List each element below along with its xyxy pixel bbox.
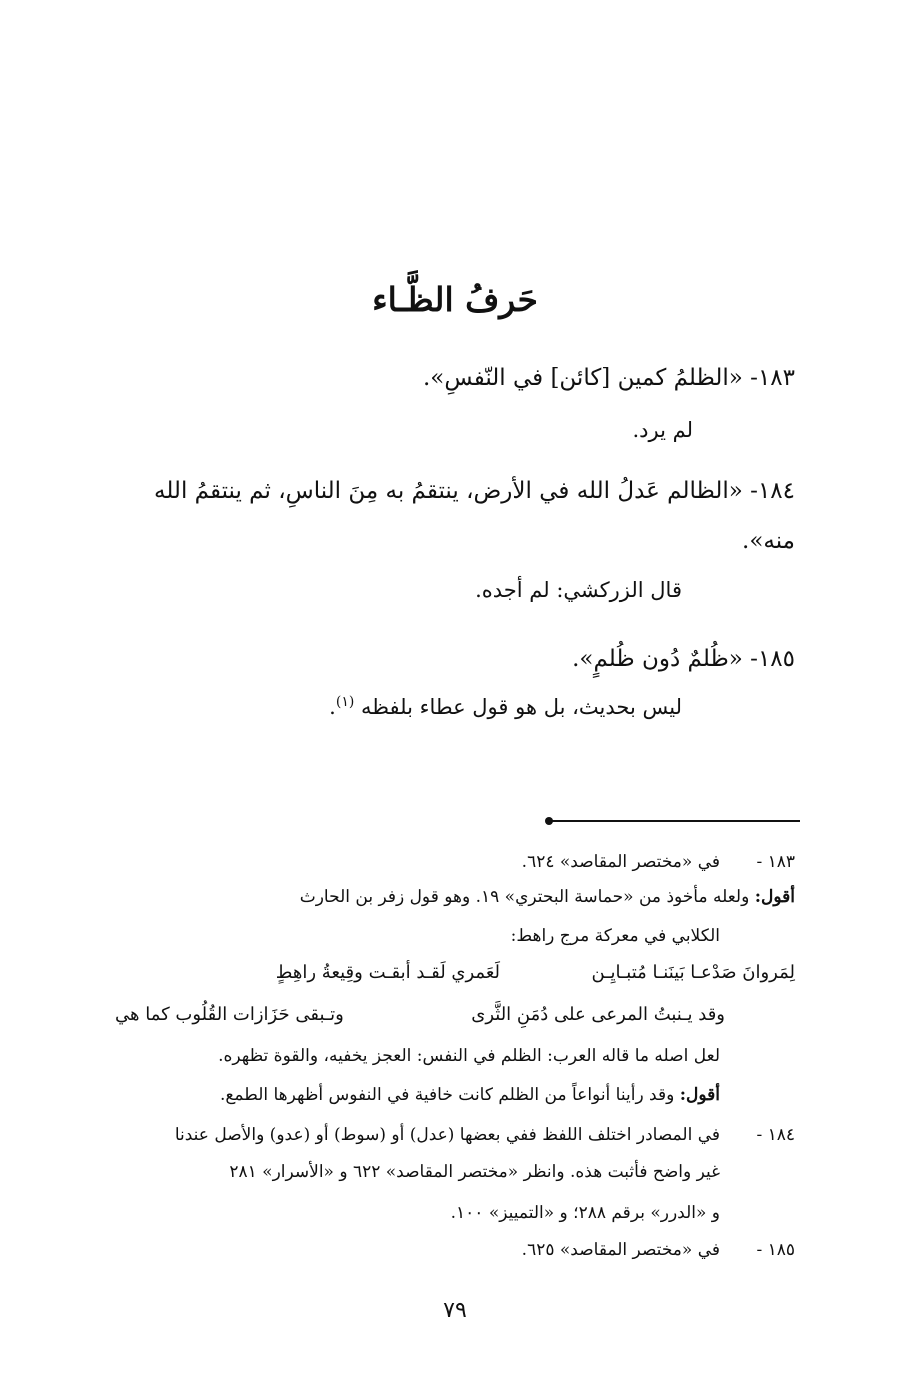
footnote-183-number: ١٨٣ - [756,852,795,872]
footnote-183-line: في «مختصر المقاصد» ٦٢٤. [521,852,720,872]
footnote-184-line: في المصادر اختلف اللفظ ففي بعضها (عدل) أو (سوط) أو (عدو) والأصل عندنا [174,1125,720,1145]
footnote-separator [548,820,800,822]
footnote-185-line: في «مختصر المقاصد» ٦٢٥. [521,1240,720,1260]
entry-number: ١٨٤- [750,478,795,504]
footnote-184-number: ١٨٤ - [756,1125,795,1145]
footnote-separator-dot [545,817,553,825]
answer-end: . [329,695,336,719]
footnote-text: وقد رأينا أنواعاً من الظلم كانت خافية في النفوس أظهرها الطمع. [219,1085,675,1105]
footnote-185-number: ١٨٥ - [756,1240,795,1260]
page-number: ٧٩ [443,1298,467,1323]
entry-number: ١٨٣- [750,365,795,391]
verse-hemistich: وقد يـنبتُ المرعى على دُمَنِ الثَّرى [471,1004,725,1025]
entry-text: «الظلمُ كمين [كائن] في النّفسِ». [422,365,743,391]
entry-185-answer [329,694,682,719]
footnote-text: ولعله مأخوذ من «حماسة البحتري» ١٩. وهو قول زفر بن الحارث [299,887,750,907]
footnote-183-line: الكلابي في معركة مرج راهط: [510,926,720,946]
footnote-183-line: لعل اصله ما قاله العرب: الظلم في النفس: العجز يخفيه، والقوة تظهره. [218,1046,720,1066]
section-title: حَرفُ الظَّـاء [372,280,538,319]
entry-185 [572,646,795,672]
entry-183 [423,365,795,391]
entry-183-answer: لم يرد. [632,418,693,442]
entry-184 [110,478,795,504]
footnote-183-line [220,1085,720,1105]
footnote-label: أقول: [679,1085,720,1105]
entry-text: «الظالم عَدلُ الله في الأرض، ينتقمُ به مِنَ الناسِ، ثم ينتقمُ الله [153,478,743,504]
footnote-184-line: غير واضح فأثبت هذه. وانظر «مختصر المقاصد» ٦٢٢ و «الأسرار» ٢٨١ [229,1162,720,1182]
footnote-ref: (١) [335,694,355,710]
answer-text: ليس بحديث، بل هو قول عطاء بلفظه [361,695,682,719]
entry-text: «ظُلمٌ دُون ظُلمٍ». [572,646,743,672]
verse-hemistich: وتـبقى حَزَازات القُلُوب كما هي [115,1004,344,1025]
verse-hemistich: لِمَروانَ صَدْعـا بَينَنـا مُتبـايِـن [591,962,795,983]
footnote-183-line [300,887,795,907]
entry-184-answer: قال الزركشي: لم أجده. [475,578,682,602]
entry-184-continued: منه». [742,528,795,554]
footnote-184-line: و «الدرر» برقم ٢٨٨؛ و «التمييز» ١٠٠. [450,1203,720,1223]
verse-hemistich: لَعَمري لَقـد أبقـت وقِيعةُ راهِطٍ [275,962,500,983]
footnote-label: أقول: [754,887,795,907]
entry-number: ١٨٥- [750,646,795,672]
